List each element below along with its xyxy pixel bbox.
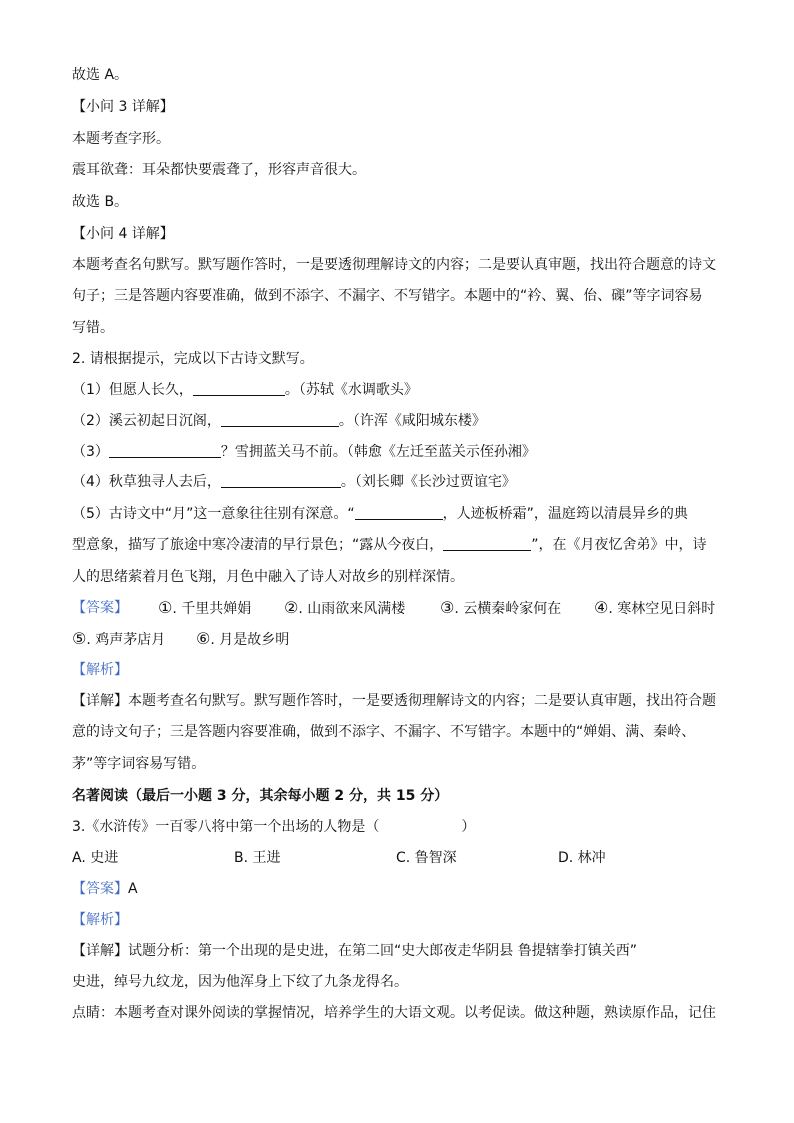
- q2-item-4: [72, 472, 722, 492]
- q3-detail-line-3: 点睛：本题考查对课外阅读的掌握情况，培养学生的大语文观。以考促读。做这种题，熟读原作品，记住: [72, 1005, 716, 1021]
- q2-detail-line-3: 茅”等字词容易写错。: [72, 756, 206, 772]
- q2-item-2-suffix: 。（许浑《咸阳城东楼》: [338, 413, 486, 429]
- option-a: A. 史进: [72, 850, 119, 866]
- fill-blank: [193, 381, 285, 396]
- q2-item-1: [72, 380, 722, 400]
- q2-item-5-end: ”，在《月夜忆舍弟》中，诗: [531, 537, 707, 553]
- detail-tag: 【详解】: [72, 693, 128, 709]
- answer-item: ③. 云横秦岭家何在: [440, 598, 562, 617]
- q3-detail-line-2: 史进，绰号九纹龙，因为他浑身上下纹了九条龙得名。: [72, 974, 408, 990]
- text-line: 写错。: [72, 320, 114, 336]
- answer-item: ④. 寒林空见日斜时: [594, 598, 716, 617]
- detail-tag: 【详解】: [72, 943, 128, 959]
- q3-answer: [72, 879, 722, 899]
- q2-detail-line-1: 【详解】本题考查名句默写。默写题作答时，一是要透彻理解诗文的内容；二是要认真审题，找出符合题: [72, 693, 716, 709]
- section-marker: 【小问 3 详解】: [72, 99, 174, 115]
- q2-item-4-suffix: 。（刘长卿《长沙过贾谊宅》: [340, 474, 516, 490]
- answer-item: ⑥. 月是故乡明: [196, 629, 290, 648]
- q2-item-1-prefix: （1）但愿人长久，: [72, 382, 193, 398]
- text-line: 句子；三是答题内容要准确，做到不添字、不漏字、不写错字。本题中的“衿、翼、佁、磲”等字词容易: [72, 288, 703, 304]
- text-line: 震耳欲聋：耳朵都快要震聋了，形容声音很大。: [72, 162, 366, 178]
- q2-answer-row-1: [72, 598, 722, 618]
- answer-value: A: [128, 881, 138, 897]
- q2-item-2-prefix: （2）溪云初起日沉阁，: [72, 413, 221, 429]
- text-line: 本题考查字形。: [72, 131, 170, 147]
- fill-blank: [443, 536, 531, 551]
- q2-item-5-mid: 型意象，描写了旅途中寒冷凄清的早行景色；“露从今夜白，: [72, 537, 444, 553]
- q2-item-3: [72, 442, 722, 462]
- q2-item-5-line-3: 人的思绪萦着月色飞翔，月色中融入了诗人对故乡的别样深情。: [72, 569, 464, 585]
- answer-tag: 【答案】: [72, 600, 128, 616]
- answer-item: ②. 山雨欲来风满楼: [284, 598, 406, 617]
- answer-tag: 【答案】: [72, 881, 128, 897]
- section-title: 名著阅读（最后一小题 3 分，其余每小题 2 分，共 15 分）: [72, 788, 449, 804]
- text-line: 故选 B。: [72, 194, 129, 210]
- q2-item-4-prefix: （4）秋草独寻人去后，: [72, 474, 221, 490]
- text-line: 故选 A。: [72, 67, 129, 83]
- q2-item-5-line-2: [72, 535, 722, 555]
- question-2-stem: 2. 请根据提示，完成以下古诗文默写。: [72, 351, 314, 367]
- answer-item: ①. 千里共婵娟: [158, 598, 252, 617]
- q3-detail-line-1: 【详解】试题分析：第一个出现的是史进，在第二回“史大郎夜走华阴县 鲁提辖拳打镇关西”: [72, 943, 637, 959]
- fill-blank: [221, 412, 339, 427]
- q2-item-3-suffix: ？雪拥蓝关马不前。（韩愈《左迁至蓝关示侄孙湘》: [220, 444, 536, 460]
- q2-item-1-suffix: 。（苏轼《水调歌头》: [284, 382, 418, 398]
- q2-item-2: [72, 411, 722, 431]
- question-3-stem: 3.《水浒传》一百零八将中第一个出场的人物是（ ）: [72, 819, 476, 835]
- q2-item-5-suffix: ，人迹板桥霜”，温庭筠以清晨异乡的典: [442, 506, 688, 522]
- answer-item: ⑤. 鸡声茅店月: [72, 629, 166, 648]
- q2-item-3-prefix: （3）: [72, 444, 109, 460]
- option-b: B. 王进: [234, 850, 281, 866]
- section-marker: 【小问 4 详解】: [72, 226, 174, 242]
- analysis-tag: 【解析】: [72, 662, 128, 678]
- q2-item-5-prefix: （5）古诗文中“月”这一意象往往别有深意。“: [72, 506, 355, 522]
- analysis-tag: 【解析】: [72, 912, 128, 928]
- q2-item-5-line-1: [72, 504, 722, 524]
- option-c: C. 鲁智深: [396, 850, 457, 866]
- text-line: 本题考查名句默写。默写题作答时，一是要透彻理解诗文的内容；二是要认真审题，找出符合题意的诗文: [72, 257, 716, 273]
- fill-blank: [355, 505, 443, 520]
- option-d: D. 林冲: [558, 850, 606, 866]
- fill-blank: [221, 473, 341, 488]
- fill-blank: [109, 443, 221, 458]
- q2-detail-line-2: 意的诗文句子；三是答题内容要准确，做到不添字、不漏字、不写错字。本题中的“婵娟、满、秦岭、: [72, 724, 696, 740]
